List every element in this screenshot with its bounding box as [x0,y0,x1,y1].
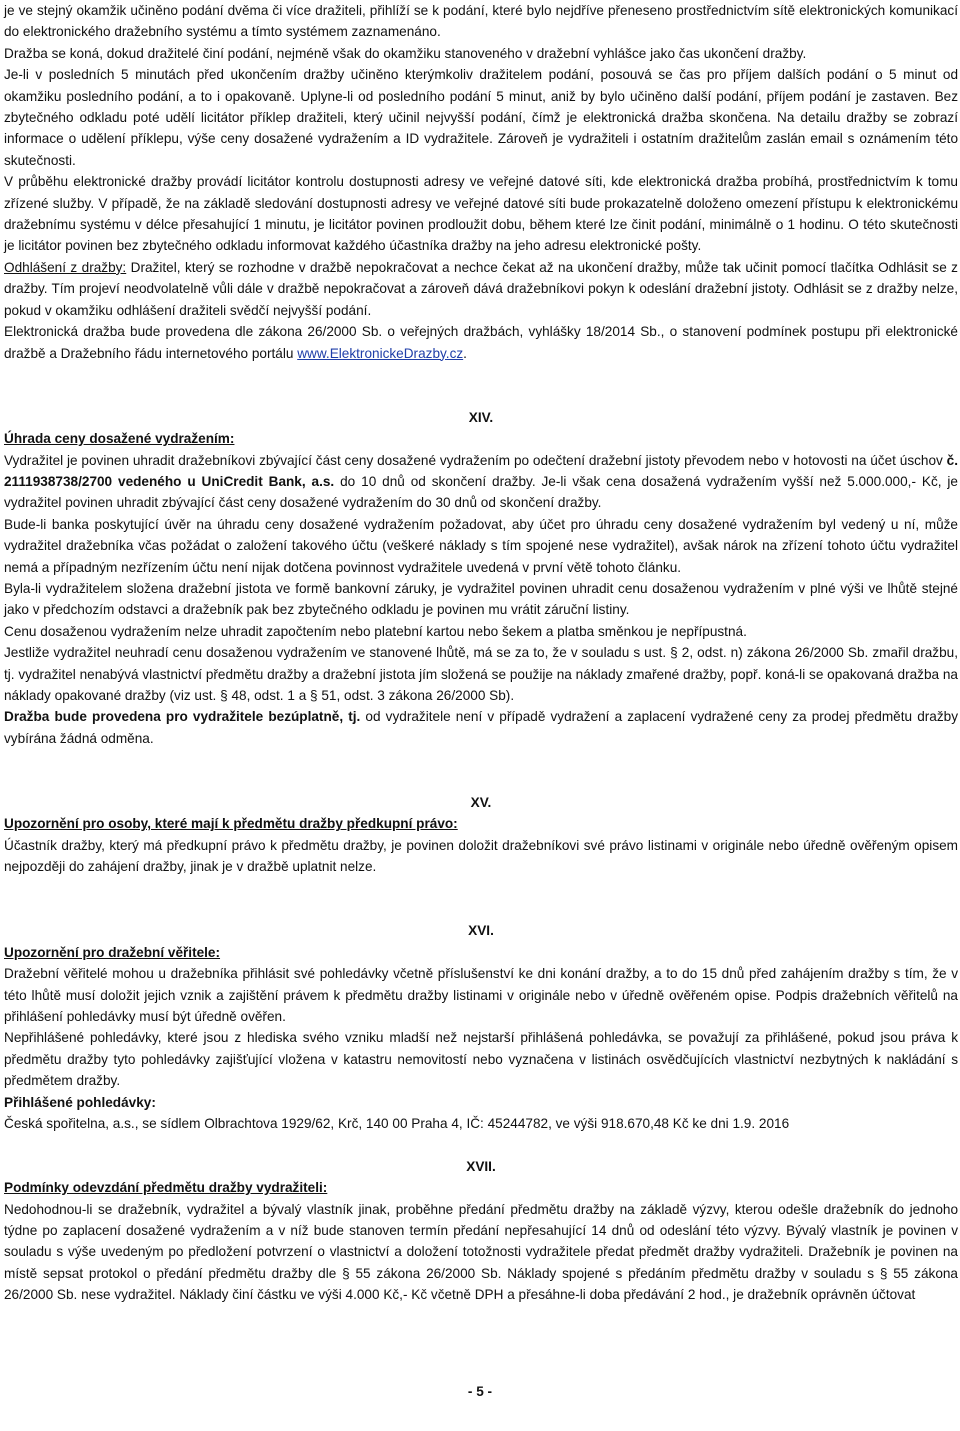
paragraph: V průběhu elektronické dražby provádí licitátor kontrolu dostupnosti adresy ve veřejné datové síti, kde elektronická dražba probíhá, prostřednictvím k tomu zřízené služby. V případě, že na základě sledování dostupnosti adresy ve veřejné datové síti bude prokazatelně doloženo omezení přístupu k elektronickému dražebnímu systému v délce přesahující 1 minutu, je licitátor povinen prodloužit dobu, během které lze činit podání, minimálně o 1 hodinu. O této skutečnosti je licitátor povinen bez zbytečného odkladu informovat každého účastníka dražby na jeho adresu elektronické pošty. [4,174,959,254]
paragraph: Odhlášení z dražby: Dražitel, který se rozhodne v dražbě nepokračovat a nechce čekat až na ukončení dražby, může tak učinit pomocí tlačítka Odhlásit se z dražby. Tím projeví neodvolatelně vůli dále v dražbě nepokračovat a zároveň dává dražebníkovi pokyn k odeslání dražební jistoty. Odhlásit se z dražby nelze, pokud v okamžiku odhlášení dražiteli svědčí nejvyšší podání. [4,259,958,318]
document-page [4,0,958,1306]
section-number: XV. [470,794,492,810]
section-title: Upozornění pro dražební věřitele: [4,944,221,960]
paragraph: Nedohodnou-li se dražebník, vydražitel a bývalý vlastník jinak, proběhne předání předmětu dražby na základě výzvy, kterou odešle dražebník do jednoho týdne po zaplacení dosažené vydražením a v níž bude stanoven termín předání nepřesahující 14 dnů od odeslání této výzvy. Bývalý vlastník je povinen v souladu s výše uvedeným po předložení potvrzení o vlastnictví a doložení totožnosti vydražitele předat předmět dražby vydražiteli. Dražebník je povinen na místě sepsat protokol o předání předmětu dražby dle § 55 zákona 26/2000 Sb. Náklady spojené s předáním předmětu dražby v souladu s § 55 zákona 26/2000 Sb. nese vydražitel. Náklady činí částku ve výši 4.000 Kč,- Kč včetně DPH a přesáhne-li doba předávání 2 hod., je dražebník oprávněn účtovat [4,1201,958,1303]
paragraph: Bude-li banka poskytující úvěr na úhradu ceny dosažené vydražením požadovat, aby účet pro úhradu ceny dosažené vydražením byl vedený u ní, může vydražitel dražebníka včas požádat o založení takového účtu (veškeré náklady s tím spojené nese vydražitel), avšak nárok na zřízení tohoto účtu vydražitel nemá a případným nezřízením účtu není nijak dotčena povinnost vydražitele uvedená v první větě tohoto článku. [4,516,958,575]
paragraph: Byla-li vydražitelem složena dražební jistota ve formě bankovní záruky, je vydražitel povinen uhradit cenu dosaženou vydražením v plné výši ve lhůtě stejné jako v předchozím odstavci a dražebník pak bez zbytečného odkladu je povinen mu vrátit záruční listiny. [4,580,958,618]
paragraph: Dražební věřitelé mohou u dražebníka přihlásit své pohledávky včetně příslušenství ke dni konání dražby, a to do 15 dnů před zahájením dražby s tím, že v této lhůtě musí doložit jejich vznik a zajištění právem k předmětu dražby listinami v originále nebo v úředně ověřeném opise. Podpis dražebních věřitelů na přihlášení pohledávky musí být úředně ověřen. [4,966,958,1024]
paragraph: Dražba se koná, dokud dražitelé činí podání, nejméně však do okamžiku stanoveného v dražební vyhlášce jako čas ukončení dražby. [4,45,807,61]
section-number: XVII. [466,1158,496,1174]
paragraph: je ve stejný okamžik učiněno podání dvěma či více dražiteli, přihlíží se k podání, které bylo nejdříve přeneseno prostřednictvím sítě elektronických komunikací do elektronického dražebního systému a tímto systémem zaznamenáno. [4,3,958,40]
section-number: XVI. [468,923,494,939]
claims-title: Přihlášené pohledávky: [4,1094,156,1110]
section-title: Úhrada ceny dosažené vydražením: [4,431,235,447]
portal-link[interactable]: www.ElektronickeDrazby.cz [297,345,464,361]
paragraph: Nepřihlášené pohledávky, které jsou z hlediska svého vzniku mladší než nejstarší přihlášená pohledávka, se považují za přihlášené, pokud jsou práva k předmětu dražby tyto pohledávky zajišťující vložena v katastru nemovitostí nebo vyznačena v listinách osvědčujících vlastnictví nezbytných k nakládání s předmětem dražby. [4,1030,958,1089]
section-number: XIV. [468,409,494,425]
paragraph: Účastník dražby, který má předkupní právo k předmětu dražby, je povinen doložit dražebníkovi své právo listinami v originále nebo úředně ověřeným opisem nejpozději do zahájení dražby, jinak je v dražbě uplatnit nelze. [4,837,958,875]
paragraph: Je-li v posledních 5 minutách před ukončením dražby učiněno kterýmkoliv dražitelem podání, posouvá se čas pro příjem dalších podání o 5 minut od okamžiku posledního podání, a to i opakovaně. Uplyne-li od posledního podání 5 minut, aniž by bylo učiněno další podání, příjem podání je zastaven. Bez zbytečného odkladu poté udělí licitátor příklep dražiteli, který učinil nejvyšší podání, čímž je elektronická dražba skončena. Na detailu dražby se zobrazí informace o udělení příklepu, výše ceny dosažené vydražením a ID vydražitele. Zároveň je vydražiteli i ostatním dražitelům zaslán email s oznámením této skutečnosti. [4,67,959,168]
page-number: - 5 - [467,1384,493,1399]
claim-item: Česká spořitelna, a.s., se sídlem Olbrachtova 1929/62, Krč, 140 00 Praha 4, IČ: 45244782, ve výši 918.670,48 Kč ke dni 1.9. 2016 [4,1116,790,1132]
section-title: Upozornění pro osoby, které mají k předmětu dražby předkupní právo: [4,816,458,832]
odhlaseni-label: Odhlášení z dražby: [4,259,127,275]
paragraph: Jestliže vydražitel neuhradí cenu dosaženou vydražením ve stanovené lhůtě, má se za to, že v souladu s ust. § 2, odst. n) zákona 26/2000 Sb. zmařil dražbu, tj. vydražitel nenabývá vlastnictví předmětu dražby a dražební jistota jím složená se použije na náklady zmařené dražby, popř. koná-li se opakovaná dražba na náklady opakované dražby (viz ust. § 48, odst. 1 a § 51, odst. 3 zákona 26/2000 Sb). [4,645,958,703]
paragraph: Dražba bude provedena pro vydražitele bezúplatně, tj. od vydražitele není v případě vydražení a zaplacení vydražené ceny za prodej předmětu dražby vybírána žádná odměna. [4,709,958,746]
bank-account: č. 2111938738/2700 vedeného u UniCredit Bank, a.s. [4,452,958,489]
paragraph: Vydražitel je povinen uhradit dražebníkovi zbývající část ceny dosažené vydražením po odečtení dražební jistoty převodem nebo v hotovosti na účet úschov č. 2111938738/2700 vedeného u UniCredit Bank, a.s. do 10 dnů od skončení dražby. Je-li však cena dosažená vydražením vyšší než 5.000.000,- Kč, je vydražitel povinen uhradit zbývající část ceny dosažené vydražením do 30 dnů od skončení dražby. [4,452,958,511]
paragraph: Elektronická dražba bude provedena dle zákona 26/2000 Sb. o veřejných dražbách, vyhlášky 18/2014 Sb., o stanovení podmínek postupu při elektronické dražbě a Dražebního řádu internetového portálu www.ElektronickeDrazby.cz. [4,324,958,361]
paragraph: Cenu dosaženou vydražením nelze uhradit započtením nebo platební kartou nebo šekem a platba směnkou je nepřípustná. [4,623,747,639]
section-title: Podmínky odevzdání předmětu dražby vydražiteli: [4,1180,328,1196]
